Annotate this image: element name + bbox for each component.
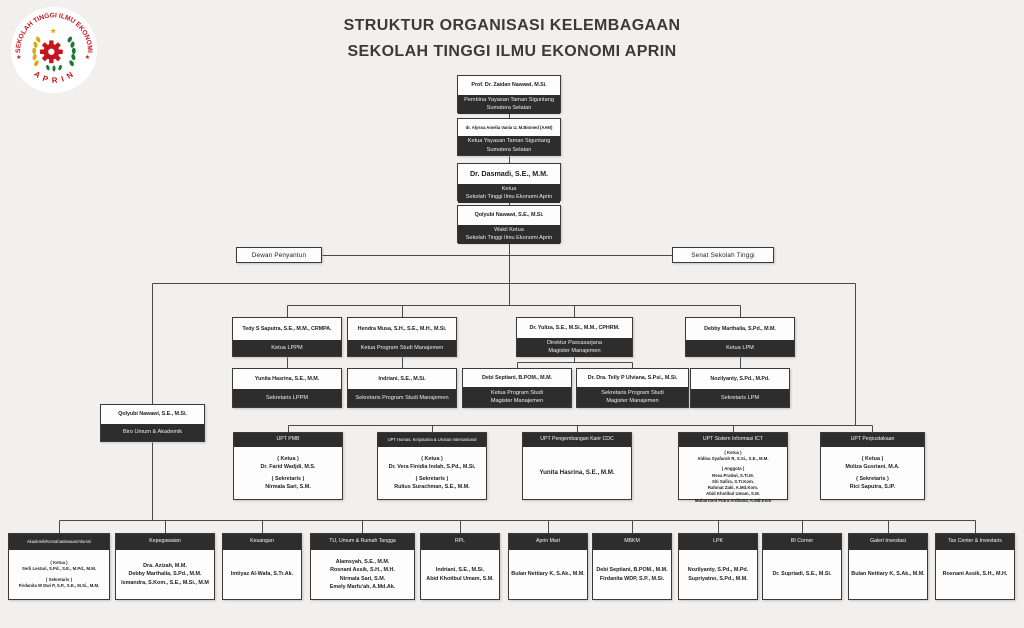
- person-name: Hendra Musa, S.H., S.E., M.H., M.Si.: [357, 325, 447, 332]
- member-line: Bulan Nettiary K, S.Ak., M.M.: [851, 571, 925, 578]
- unit-header: Tax Center & Investaris: [936, 534, 1014, 550]
- member-line: Emely Marfu'ah, A.Md.Ak.: [329, 583, 396, 590]
- role-label: [348, 340, 456, 356]
- member-line: Serli Lestari, S.Pd., S.E., M.Pd., M.M.: [21, 566, 97, 572]
- unit-members: [763, 550, 841, 599]
- member-line: Resa Pratiwi, S.Tr.M.: [712, 472, 754, 478]
- unit-header: BI Corner: [763, 534, 841, 550]
- org-node-aprin-mart: [508, 533, 588, 600]
- org-node-dewan-penyantun: [236, 247, 322, 263]
- member-line: ( Sekretaris ): [856, 476, 889, 482]
- unit-header: LPK: [679, 534, 757, 550]
- unit-members: [378, 447, 486, 499]
- role-line: Biro Umum & Akademik: [122, 429, 183, 436]
- unit-header: Keuangan: [223, 534, 301, 550]
- member-line: Indriani, S.E., M.Si.: [435, 567, 485, 574]
- unit-header: UPT Humas, Kerjasama & Urusan Internasional: [378, 433, 486, 447]
- member-line: Dr. Farid Wadjdi, M.S.: [260, 463, 316, 470]
- person-name: Tedy S Saputra, S.E., M.M., CRMPA.: [242, 325, 332, 332]
- person-name: Qolyubi Nawawi, S.E., M.Si.: [474, 212, 544, 219]
- org-node-ketua-lppm: [232, 317, 342, 357]
- org-node-tax-center-investaris: [935, 533, 1015, 600]
- org-node-ketua-yayasan: [457, 118, 561, 156]
- person-name: Dr. Dra. Telly P Ulviana, S.Psi., M.Si.: [587, 374, 678, 381]
- org-node-sekretaris-lppm: [232, 368, 342, 408]
- unit-header: TU, Umum & Rumah Tangga: [311, 534, 414, 550]
- title-line-2: SEKOLAH TINGGI ILMU EKONOMI APRIN: [347, 42, 677, 60]
- member-line: Aldina Syafaroh R, S.Si., S.E., M.M.: [697, 456, 769, 462]
- role-line: Sekretaris LPM: [720, 394, 760, 401]
- role-line: Magister Manajemen: [548, 348, 601, 355]
- org-node-upt-humas: [377, 432, 487, 500]
- org-node-direktur-pascasarjana: [516, 317, 633, 357]
- role-line: Magister Manajemen: [606, 398, 659, 404]
- role-label: [458, 136, 560, 155]
- org-node-mbkm: [592, 533, 672, 600]
- role-label: [458, 225, 560, 244]
- member-line: Debby Marthalia, S.Pd., M.M.: [128, 571, 202, 578]
- role-line: Sumatera Selatan: [486, 105, 532, 112]
- unit-members: [311, 550, 414, 599]
- member-line: ( Ketua ): [50, 560, 68, 566]
- org-node-sekretaris-prodi-magister: [576, 368, 689, 408]
- unit-label: Senat Sekolah Tinggi: [691, 251, 755, 259]
- member-line: Imtiyaz Al-Wafa, S.Tr.Ak.: [230, 571, 294, 578]
- org-node-ketua-stie: [457, 163, 561, 201]
- member-line: ( Ketua ): [277, 455, 299, 462]
- org-node-ketua-prodi-magister: [462, 368, 572, 408]
- org-node-wakil-ketua: [457, 205, 561, 243]
- unit-members: [523, 447, 631, 499]
- person-name: Dr. Dasmadi, S.E., M.M.: [470, 168, 548, 178]
- org-node-ketua-lpm: [685, 317, 795, 357]
- unit-members: [593, 550, 671, 599]
- role-line: Ketua Yayasan Taman Siguntang: [467, 138, 551, 145]
- role-label: [577, 387, 688, 407]
- org-node-kepegawaian: [115, 533, 215, 600]
- role-label: [233, 340, 341, 356]
- member-line: Nirmala Sari, S.M.: [339, 575, 386, 582]
- member-line: ( Sekretaris ): [271, 476, 305, 482]
- unit-header: Aprin Mart: [509, 534, 587, 550]
- org-node-upt-pmb: [233, 432, 343, 500]
- title-line-1: STRUKTUR ORGANISASI KELEMBAGAAN: [343, 17, 681, 34]
- member-line: ( Ketua ): [724, 450, 742, 455]
- person-name: Indriani, S.E., M.Si.: [378, 375, 426, 382]
- role-line: Wakil Ketua: [494, 227, 524, 233]
- role-line: Sekolah Tinggi Ilmu Ekonomi Aprin: [465, 194, 553, 201]
- member-line: ( Sekretaris ): [45, 576, 73, 582]
- member-line: Supriyatno, S.Pd., M.M.: [688, 575, 748, 582]
- unit-members: [849, 550, 927, 599]
- role-line: Pembina Yayasan Taman Siguntang: [464, 97, 554, 103]
- logo-star-right-icon: ★: [84, 53, 91, 61]
- member-line: Rosnani Assik, S.H., M.H.: [942, 571, 1008, 578]
- person-name: Qolyubi Nawawi, S.E., M.Si.: [118, 411, 187, 418]
- person-name: Prof. Dr. Zaidan Nawawi, M.Si.: [471, 82, 547, 89]
- member-line: Rulius Surachman, S.E., M.M.: [394, 484, 470, 491]
- role-label: [517, 338, 632, 357]
- org-node-biro-umum-akademik: [100, 404, 205, 442]
- role-line: Sekolah Tinggi Ilmu Ekonomi Aprin: [465, 235, 553, 242]
- member-line: Firdanita WDP, S.P., M.Si.: [599, 575, 665, 582]
- role-label: [348, 389, 456, 407]
- unit-header: Galeri Investasi: [849, 534, 927, 550]
- org-node-pembina-yayasan: [457, 75, 561, 113]
- org-node-rpl: [420, 533, 500, 600]
- member-line: Dr. Supriadi, S.E., M.Si.: [772, 571, 832, 578]
- role-line: Sumatera Selatan: [486, 146, 532, 153]
- org-node-sekretaris-prodi-manajemen: [347, 368, 457, 408]
- role-label: [686, 340, 794, 356]
- role-line: Sekretaris Program Studi Manajemen: [355, 394, 449, 401]
- role-label: [233, 389, 341, 407]
- member-line: Nozilyanty, S.Pd., M.Pd.: [687, 567, 749, 574]
- unit-header: RPL: [421, 534, 499, 550]
- member-line: Debi Septiani, B.POM., M.M.: [596, 567, 668, 574]
- unit-header: UPT Pengembangan Karir CDC: [523, 433, 631, 447]
- member-line: Rici Saputra, S.IP.: [849, 484, 896, 491]
- logo-star-top-icon: ★: [49, 26, 57, 36]
- member-line: ( Anggota ): [721, 466, 745, 472]
- unit-header: UPT Sistem Informasi ICT: [679, 433, 787, 447]
- unit-header: UPT Perpustakaan: [821, 433, 924, 447]
- member-line: Rahmat Zaki, A.Md.Kom.: [707, 485, 759, 491]
- member-line: Dr. Vera Finidia Indah, S.Pd., M.Si.: [388, 463, 476, 470]
- role-line: Magister Manajemen: [490, 398, 544, 404]
- unit-members: [116, 550, 214, 599]
- unit-members: [509, 550, 587, 599]
- unit-members: [679, 447, 787, 507]
- unit-header: Kepegawaian: [116, 534, 214, 550]
- person-name: Yunita Hasrina, S.E., M.M.: [254, 375, 320, 382]
- person-name: dr. Alyssa Amelia Vania U, M.Biomed (AAM): [465, 124, 553, 130]
- member-line: Alamsyah, S.E., M.M.: [335, 559, 390, 566]
- unit-members: [9, 550, 109, 599]
- member-line: Siti Safira, S.Tr.Kom.: [711, 478, 755, 484]
- member-line: ( Sekretaris ): [415, 476, 449, 482]
- unit-members: [421, 550, 499, 599]
- role-line: Ketua Program Studi: [491, 389, 543, 396]
- unit-members: [821, 447, 924, 499]
- unit-label: Dewan Penyantun: [251, 251, 307, 259]
- member-line: ( Ketua ): [421, 455, 443, 462]
- unit-header: MBKM: [593, 534, 671, 550]
- unit-members: [223, 550, 301, 599]
- role-label: [458, 95, 560, 114]
- unit-members: [679, 550, 757, 599]
- page-title: [0, 13, 1024, 64]
- unit-members: [234, 447, 342, 499]
- org-node-upt-perpustakaan: [820, 432, 925, 500]
- org-node-sekretaris-lpm: [690, 368, 790, 408]
- role-line: Ketua LPM: [726, 344, 754, 351]
- logo-bottom-text: A P R I N: [32, 69, 76, 85]
- org-node-akademik-kemahasiswaan-alumni: [8, 533, 110, 600]
- member-line: Abid Khotibul Umam, S.M.: [706, 491, 760, 497]
- member-line: Rosnani Assik, S.H., M.H.: [330, 567, 395, 574]
- member-line: Firdanita W Dwi P, S.P., S.E., M.Si., M.M.: [18, 582, 100, 588]
- org-node-bi-corner: [762, 533, 842, 600]
- org-node-ketua-prodi-manajemen: [347, 317, 457, 357]
- logo-arc-text: SEKOLAH TINGGI ILMU EKONOMI: [15, 12, 93, 54]
- person-name: Debby Marthalia, S.Pd., M.M.: [704, 325, 776, 332]
- person-name: Debi Septiani, B.POM., M.M.: [482, 374, 552, 381]
- role-label: [458, 184, 560, 203]
- role-line: Ketua LPPM: [271, 344, 303, 351]
- member-line: Bulan Nettiary K, S.Ak., M.M.: [511, 571, 585, 578]
- role-line: Sekretaris LPPM: [266, 394, 308, 401]
- role-line: Sekretaris Program Studi: [601, 389, 664, 396]
- person-name: Dr. Yuliza, S.E., M.Si., M.M., CPHRM.: [529, 324, 620, 331]
- member-line: Moliza Gusriani, M.A.: [845, 463, 900, 470]
- member-line: Yunita Hasrina, S.E., M.M.: [539, 469, 615, 477]
- unit-members: [936, 550, 1014, 599]
- role-label: [463, 387, 571, 407]
- member-line: Dra. Azizah, M.M.: [143, 563, 187, 570]
- member-line: Nirmala Sari, S.M.: [265, 484, 311, 491]
- member-line: ( Ketua ): [861, 455, 884, 462]
- org-node-senat-sekolah-tinggi: [672, 247, 774, 263]
- role-label: [101, 424, 204, 441]
- member-line: Abid Khotibul Umam, S.M.: [426, 575, 494, 582]
- org-node-keuangan: [222, 533, 302, 600]
- org-node-lpk: [678, 533, 758, 600]
- role-line: Ketua Program Studi Manajemen: [360, 344, 444, 351]
- unit-header: Akademik/Kemahasiswaan/Alumni: [9, 534, 109, 550]
- org-node-tu-umum-rumah-tangga: [310, 533, 415, 600]
- org-node-upt-cdc: [522, 432, 632, 500]
- logo-star-left-icon: ★: [16, 53, 22, 61]
- person-name: Nozilyanty, S.Pd., M.Pd.: [710, 375, 770, 382]
- role-label: [691, 389, 789, 407]
- unit-header: UPT PMB: [234, 433, 342, 447]
- org-node-upt-ict: [678, 432, 788, 503]
- member-line: Ismandra, S.Kom., S.E., M.Si., M.M: [121, 579, 209, 586]
- role-line: Ketua: [501, 186, 517, 192]
- role-line: Direktur Pascasarjana: [546, 340, 603, 346]
- member-line: Muharromi Putra Ardhana, A.Md.Kom: [694, 497, 772, 503]
- org-node-galeri-investasi: [848, 533, 928, 600]
